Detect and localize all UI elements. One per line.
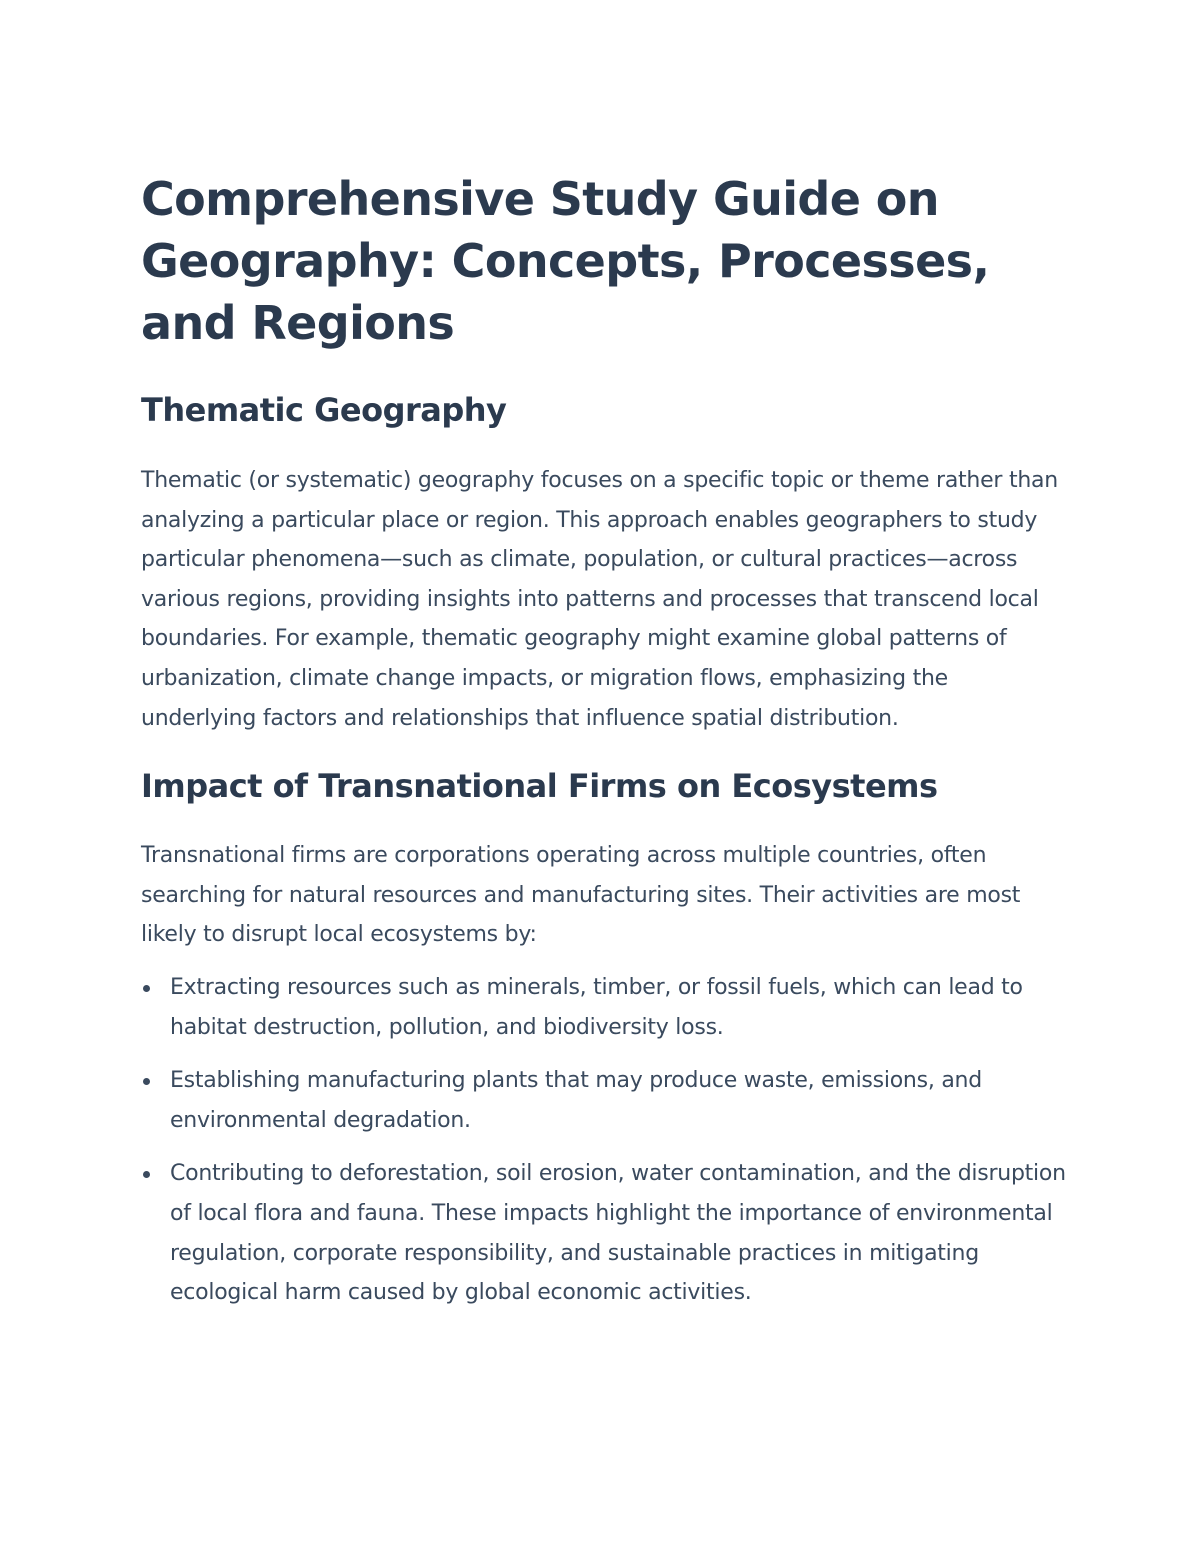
- impact-bullet-list: [141, 968, 1066, 1313]
- section-heading-transnational-firms: Impact of Transnational Firms on Ecosystems: [141, 767, 938, 806]
- document-page: [141, 168, 1066, 1327]
- list-item-text: Contributing to deforestation, soil erosion, water contamination, and the disruption of local flora and fauna. These impacts highlight the importance of environmental regulation, corporate responsibility, and sustainable practices in mitigating ecological harm caused by global economic activities.: [170, 1161, 1066, 1306]
- section-heading-thematic-geography: Thematic Geography: [141, 391, 507, 429]
- bullet-dot-icon: [143, 1171, 150, 1178]
- bullet-dot-icon: [143, 985, 150, 992]
- section-paragraph-thematic-geography: Thematic (or systematic) geography focuses on a specific topic or theme rather than analyzing a particular place or region. This approach enables geographers to study particular phenomena—such as climate, population, or cultural practices—across various regions, providing insights into patterns and processes that transcend local boundaries. For example, thematic geography might examine global patterns of urbanization, climate change impacts, or migration flows, emphasizing the underlying factors and relationships that influence spatial distribution.: [141, 468, 1058, 731]
- list-item: [141, 1154, 1066, 1312]
- document-title: Comprehensive Study Guide on Geography: Concepts, Processes, and Regions: [141, 172, 990, 350]
- list-item-text: Extracting resources such as minerals, timber, or fossil fuels, which can lead to habitat destruction, pollution, and biodiversity loss.: [170, 974, 1023, 1040]
- list-item: [141, 1061, 1066, 1140]
- bullet-dot-icon: [143, 1078, 150, 1085]
- list-item: [141, 968, 1066, 1047]
- section-paragraph-transnational-firms: Transnational firms are corporations operating across multiple countries, often searching for natural resources and manufacturing sites. Their activities are most likely to disrupt local ecosystems by:: [141, 843, 1021, 948]
- list-item-text: Establishing manufacturing plants that may produce waste, emissions, and environmental degradation.: [170, 1068, 982, 1133]
